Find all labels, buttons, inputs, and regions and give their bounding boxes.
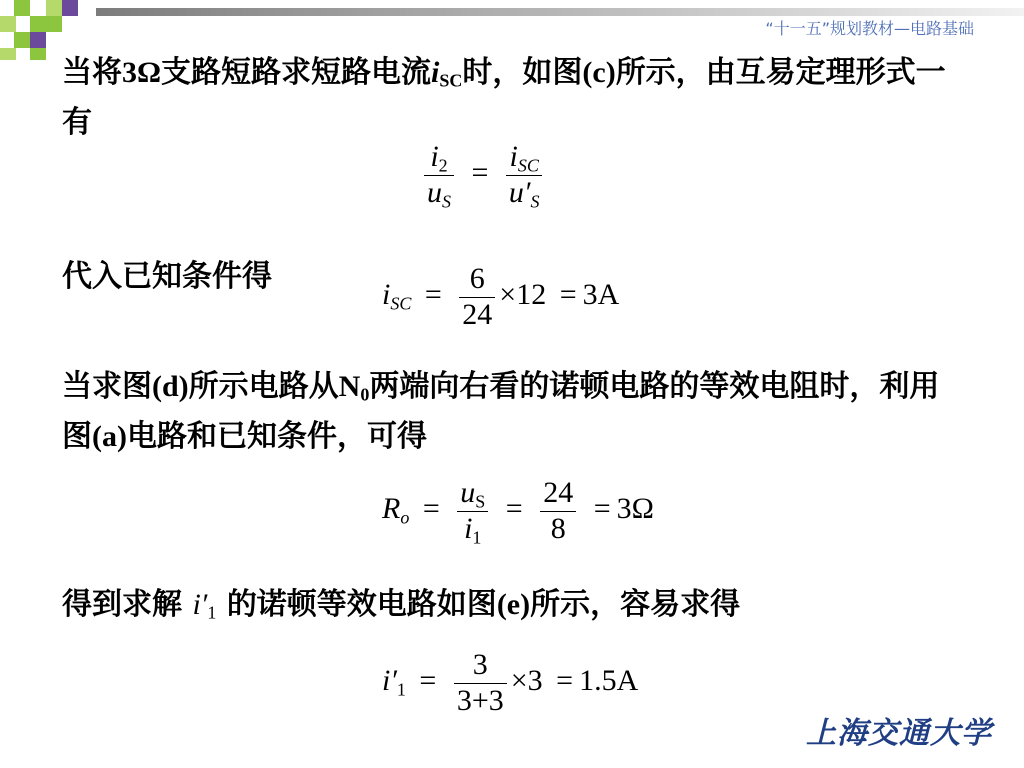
short-circuit-current-equation: iSC = $\frac{6}{24}$ ×12 = 3A xyxy=(382,262,620,331)
norton-resistance-equation: Ro = $\frac{uS}{i1}$ = $\frac{24}{8}$ = 3Ω xyxy=(382,476,654,547)
paragraph-substitute: 代入已知条件得 xyxy=(62,259,272,294)
fraction: $\frac{6}{24}$ xyxy=(459,262,495,332)
paragraph-short-circuit: 当将3Ω支路短路求短路电流$i_{SC}$时，如图(c)所示，由互易定理形式一有 xyxy=(62,55,946,140)
fraction: $\frac{24}{8}$ xyxy=(540,476,576,546)
fraction: $\frac{i2}{uS}$ xyxy=(424,140,454,210)
reciprocity-equation: $\frac{i2}{uS}$ = $\frac{\text{iSC}}{u'S}$ xyxy=(420,140,546,210)
university-logo: 上海交通大学 xyxy=(806,716,992,751)
fraction: $\frac{3}{3+3}$ xyxy=(454,648,507,718)
paragraph-norton-resistance: 当求图(d)所示电路从$N_0$两端向右看的诺顿电路的等效电阻时，利用图(a)电路和已知条件，可得 xyxy=(62,369,940,454)
current-result-equation: i′1 = $\frac{3}{3+3}$ ×3 = 1.5A xyxy=(382,648,639,717)
fraction: $\frac{\text{iSC}}{u'S}$ xyxy=(506,140,543,210)
paragraph-solve-current: 得到求解 $i'_1$ 的诺顿等效电路如图(e)所示，容易求得 xyxy=(62,587,741,623)
header-bar xyxy=(96,8,1024,16)
course-title: “十一五”规划教材—电路基础 xyxy=(765,19,974,38)
fraction: $\frac{uS}{i1}$ xyxy=(457,476,488,546)
